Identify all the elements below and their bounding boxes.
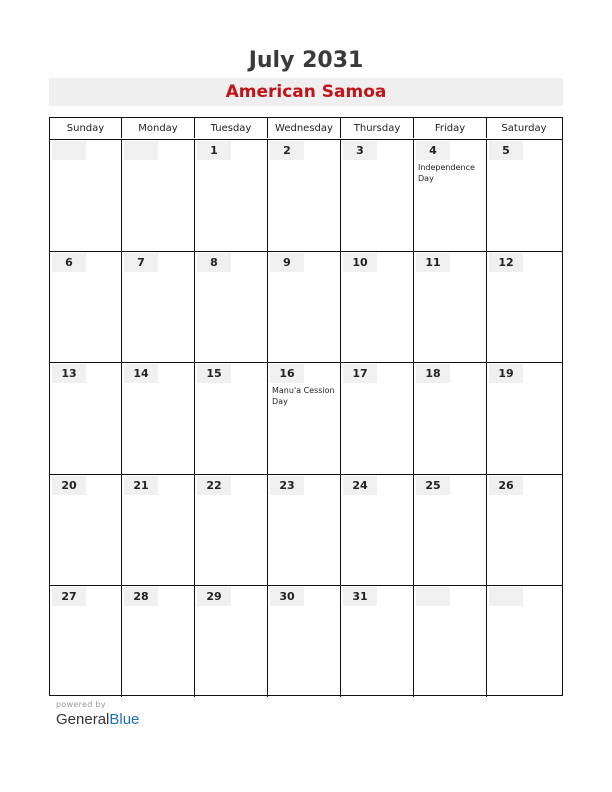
day-cell[interactable] bbox=[268, 251, 341, 363]
day-cell[interactable] bbox=[50, 251, 122, 363]
day-cell[interactable] bbox=[195, 251, 268, 363]
day-number: 17 bbox=[343, 364, 377, 383]
weekday-header-thursday: Thursday bbox=[341, 118, 414, 138]
day-number: 28 bbox=[124, 587, 158, 606]
day-cell[interactable] bbox=[122, 139, 195, 251]
day-number: 26 bbox=[489, 476, 523, 495]
weekday-header-sunday: Sunday bbox=[50, 118, 122, 138]
day-cell[interactable] bbox=[195, 474, 268, 586]
page-title: July 2031 bbox=[248, 48, 364, 73]
region-banner bbox=[49, 78, 563, 106]
calendar-grid bbox=[49, 117, 563, 696]
day-number bbox=[489, 587, 523, 606]
week-row bbox=[50, 139, 562, 252]
day-cell[interactable] bbox=[341, 139, 414, 251]
day-number: 5 bbox=[489, 141, 523, 160]
day-cell[interactable] bbox=[487, 362, 561, 474]
day-cell[interactable] bbox=[50, 139, 122, 251]
day-cell[interactable] bbox=[195, 585, 268, 697]
day-cell[interactable] bbox=[50, 362, 122, 474]
weekday-header-friday: Friday bbox=[414, 118, 487, 138]
day-cell[interactable] bbox=[268, 474, 341, 586]
day-cell[interactable] bbox=[414, 139, 487, 251]
day-cell[interactable] bbox=[414, 251, 487, 363]
region-name: American Samoa bbox=[225, 82, 387, 102]
day-number: 13 bbox=[52, 364, 86, 383]
day-number: 30 bbox=[270, 587, 304, 606]
day-number: 21 bbox=[124, 476, 158, 495]
day-cell[interactable] bbox=[341, 251, 414, 363]
day-cell[interactable] bbox=[341, 585, 414, 697]
weekday-header-monday: Monday bbox=[122, 118, 195, 138]
day-number: 2 bbox=[270, 141, 304, 160]
day-cell[interactable] bbox=[414, 474, 487, 586]
weekday-header-tuesday: Tuesday bbox=[195, 118, 268, 138]
day-cell[interactable] bbox=[50, 585, 122, 697]
day-number: 10 bbox=[343, 253, 377, 272]
day-cell[interactable] bbox=[122, 251, 195, 363]
day-cell[interactable] bbox=[195, 362, 268, 474]
day-cell[interactable] bbox=[414, 362, 487, 474]
day-number: 4 bbox=[416, 141, 450, 160]
brand-blue-text: Blue bbox=[109, 711, 140, 728]
day-number: 22 bbox=[197, 476, 231, 495]
generalblue-logo[interactable] bbox=[56, 711, 139, 728]
week-row bbox=[50, 251, 562, 364]
day-number: 12 bbox=[489, 253, 523, 272]
day-number: 9 bbox=[270, 253, 304, 272]
day-cell[interactable] bbox=[195, 139, 268, 251]
day-cell[interactable] bbox=[487, 139, 561, 251]
day-number: 31 bbox=[343, 587, 377, 606]
holiday-label: Independence Day bbox=[418, 163, 475, 183]
holiday-label: Manu'a Cession Day bbox=[272, 386, 335, 406]
day-number: 23 bbox=[270, 476, 304, 495]
day-number: 14 bbox=[124, 364, 158, 383]
day-number bbox=[124, 141, 158, 160]
day-number: 3 bbox=[343, 141, 377, 160]
weekday-header-row bbox=[50, 118, 562, 140]
day-number: 8 bbox=[197, 253, 231, 272]
day-number: 6 bbox=[52, 253, 86, 272]
day-number: 18 bbox=[416, 364, 450, 383]
day-cell[interactable] bbox=[487, 251, 561, 363]
day-cell[interactable] bbox=[487, 585, 561, 697]
brand-general-text: General bbox=[56, 711, 110, 728]
day-number bbox=[416, 587, 450, 606]
day-number: 25 bbox=[416, 476, 450, 495]
day-cell[interactable] bbox=[122, 474, 195, 586]
week-row bbox=[50, 474, 562, 587]
day-number: 11 bbox=[416, 253, 450, 272]
day-number: 24 bbox=[343, 476, 377, 495]
day-cell[interactable] bbox=[341, 474, 414, 586]
day-number bbox=[52, 141, 86, 160]
day-cell[interactable] bbox=[268, 139, 341, 251]
day-number: 27 bbox=[52, 587, 86, 606]
weekday-header-wednesday: Wednesday bbox=[268, 118, 341, 138]
day-cell[interactable] bbox=[268, 362, 341, 474]
powered-by-text: powered by bbox=[56, 700, 106, 709]
weekday-header-saturday: Saturday bbox=[501, 122, 547, 134]
day-cell[interactable] bbox=[50, 474, 122, 586]
day-number: 19 bbox=[489, 364, 523, 383]
day-cell[interactable] bbox=[341, 362, 414, 474]
day-number: 29 bbox=[197, 587, 231, 606]
week-row bbox=[50, 362, 562, 475]
day-number: 7 bbox=[124, 253, 158, 272]
day-number: 16 bbox=[270, 364, 304, 383]
day-cell[interactable] bbox=[122, 362, 195, 474]
day-number: 20 bbox=[52, 476, 86, 495]
week-row bbox=[50, 585, 562, 697]
day-cell[interactable] bbox=[268, 585, 341, 697]
day-number: 1 bbox=[197, 141, 231, 160]
footer bbox=[56, 700, 139, 728]
day-cell[interactable] bbox=[414, 585, 487, 697]
day-number: 15 bbox=[197, 364, 231, 383]
day-cell[interactable] bbox=[487, 474, 561, 586]
day-cell[interactable] bbox=[122, 585, 195, 697]
